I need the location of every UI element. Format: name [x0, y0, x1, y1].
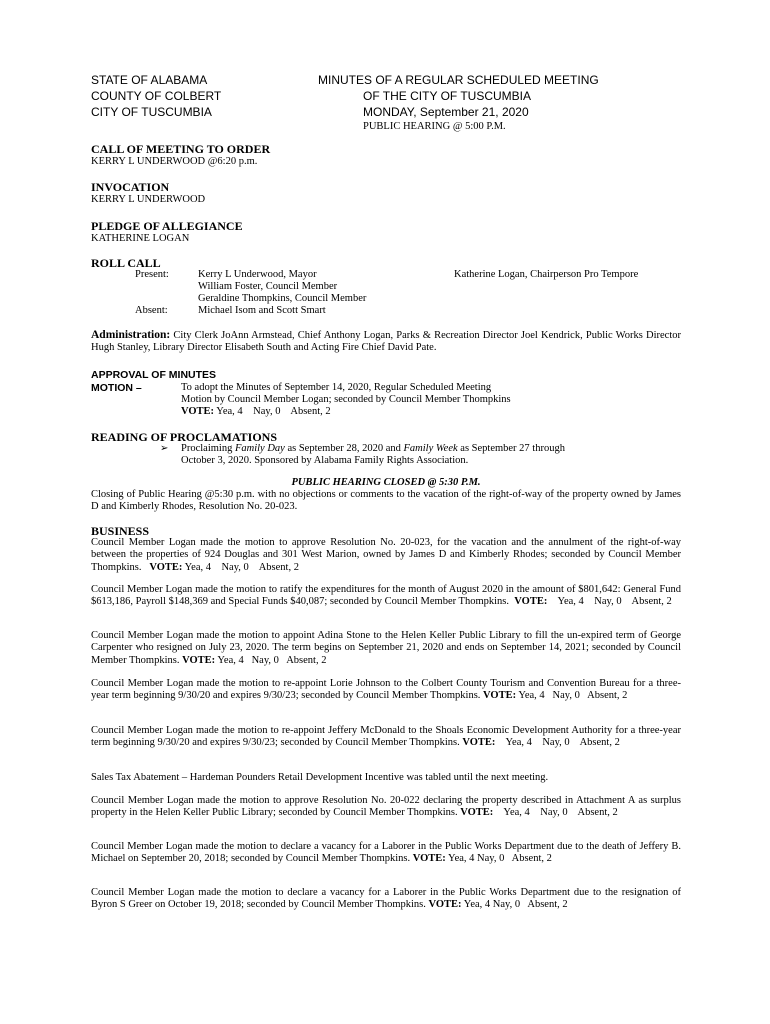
vote-label: VOTE: [181, 406, 215, 418]
hearing-closed-title: PUBLIC HEARING CLOSED @ 5:30 P.M. [291, 477, 481, 488]
present-member: William Foster, Council Member [198, 281, 338, 293]
header-right-block [318, 72, 599, 134]
present-label: Present: [135, 269, 169, 280]
administration-section [91, 329, 681, 355]
vote-label: VOTE: [412, 853, 446, 865]
proclamation-line: October 3, 2020. Sponsored by Alabama Family Rights Association. [181, 455, 469, 467]
administration-label: Administration: [91, 329, 171, 341]
proclamations-heading: READING OF PROCLAMATIONS [91, 430, 278, 444]
vote-result: Yea, 4 Nay, 0 Absent, 2 [495, 737, 620, 749]
vote-result: Yea, 4 Nay, 0 Absent, 2 [516, 690, 628, 702]
roll-call-heading: ROLL CALL [91, 256, 161, 270]
pledge-text: KATHERINE LOGAN [91, 233, 190, 244]
business-heading: BUSINESS [91, 524, 150, 538]
minutes-title: MINUTES OF A REGULAR SCHEDULED MEETING [318, 73, 599, 87]
vote-result: Yea, 4 Nay, 0 Absent, 2 [182, 561, 299, 573]
invocation-text: KERRY L UNDERWOOD [91, 194, 206, 205]
vote-result: Yea, 4 Nay, 0 Absent, 2 [493, 807, 618, 819]
absent-members: Michael Isom and Scott Smart [198, 305, 326, 316]
call-to-order-section [91, 142, 681, 168]
call-to-order-text: KERRY L UNDERWOOD @6:20 p.m. [91, 156, 258, 167]
minutes-motion-line: Motion by Council Member Logan; seconded by Council Member Thompkins [181, 394, 511, 406]
roll-call-section [91, 256, 681, 270]
vote-label: VOTE: [460, 807, 494, 819]
proclamations-section [91, 430, 681, 444]
present-member: Geraldine Thompkins, Council Member [198, 293, 367, 305]
motion-label: MOTION – [91, 382, 142, 394]
pledge-heading: PLEDGE OF ALLEGIANCE [91, 219, 243, 233]
proclamation-family-week: Family Week [403, 443, 458, 454]
hearing-closed-text: Closing of Public Hearing @5:30 p.m. with no objections or comments to the vacation of the right-of-way of the property owned by James D and Kimberly Rhodes, Resolution No. 20-023. [91, 489, 681, 513]
administration-text: City Clerk JoAnn Armstead, Chief Anthony Logan, Parks & Recreation Director Joel Kendrick, Public Works Director Hugh Stanley, Library Director Elisabeth South and Acting Fire Chief David Pate. [91, 330, 681, 354]
call-to-order-heading: CALL OF MEETING TO ORDER [91, 142, 271, 156]
header-left-block [91, 72, 221, 120]
business-item-text: Sales Tax Abatement – Hardeman Pounders Retail Development Incentive was tabled until the next meeting. [91, 772, 549, 783]
approval-minutes-heading: APPROVAL OF MINUTES [91, 369, 217, 381]
business-item [91, 772, 681, 784]
business-item-text: Council Member Logan made the motion to re-appoint Jeffery McDonald to the Shoals Economic Development Authority for a three-year term beginning 9/30/20 and expires 9/30/23; seconded by Council Member Thompkins. [91, 725, 681, 749]
business-item [91, 725, 681, 750]
proclamation-text [181, 443, 565, 467]
vote-result: Yea, 4 Nay, 0 Absent, 2 [445, 853, 552, 865]
county-line: COUNTY OF COLBERT [91, 89, 222, 103]
vote-result: Yea, 4 Nay, 0 Absent, 2 [215, 654, 327, 666]
business-item [91, 678, 681, 703]
business-item-text: Council Member Logan made the motion to declare a vacancy for a Laborer in the Public Works Department due to the death of Jeffery B. Michael on September 20, 2018; seconded by Council Member Thompkins. [91, 841, 681, 865]
business-item-text: Council Member Logan made the motion to approve Resolution No. 20-022 declaring the property described in Attachment A as surplus property in the Helen Keller Public Library; seconded by Council Member Thompkins. [91, 795, 681, 819]
business-section [91, 524, 681, 538]
proclamation-part: Proclaiming [181, 443, 235, 454]
vote-label: VOTE: [428, 899, 462, 911]
business-item [91, 841, 681, 866]
vote-label: VOTE: [514, 596, 548, 608]
proclamation-part: as September 27 through [457, 443, 565, 454]
present-list [198, 269, 366, 306]
business-item-text: Council Member Logan made the motion to approve Resolution No. 20-023, for the vacation and the annulment of the right-of-way between the properties of 924 Douglas and 301 West Marion, owned by James D and Kimberly Rhodes; seconded by Council Member Thompkins. [91, 537, 681, 573]
vote-result: Yea, 4 Nay, 0 Absent, 2 [461, 899, 568, 911]
invocation-heading: INVOCATION [91, 180, 170, 194]
business-item-text: Council Member Logan made the motion to declare a vacancy for a Laborer in the Public Works Department due to the resignation of Byron S Greer on October 19, 2018; seconded by Council Member Thompkins. [91, 887, 681, 911]
meeting-date: MONDAY, September 21, 2020 [363, 105, 529, 119]
pledge-section [91, 219, 681, 245]
vote-label: VOTE: [182, 654, 216, 666]
business-item [91, 630, 681, 667]
hearing-closed-section [91, 489, 681, 514]
vote-result: Yea, 4 Nay, 0 Absent, 2 [214, 406, 331, 418]
vote-label: VOTE: [483, 690, 517, 702]
business-item-text: Council Member Logan made the motion to ratify the expenditures for the month of August 2020 in the amount of $801,642: General Fund $613,186, Payroll $148,369 and Special Funds $40,087; seconded by Council Member Thompkins. [91, 584, 681, 608]
public-hearing-time: PUBLIC HEARING @ 5:00 P.M. [363, 121, 506, 132]
invocation-section [91, 180, 681, 206]
absent-label: Absent: [135, 305, 168, 316]
business-item [91, 887, 681, 912]
state-line: STATE OF ALABAMA [91, 73, 208, 87]
vote-result: Yea, 4 Nay, 0 Absent, 2 [547, 596, 672, 608]
business-item [91, 795, 681, 820]
minutes-motion-line: To adopt the Minutes of September 14, 2020, Regular Scheduled Meeting [181, 382, 492, 393]
bullet-arrow-icon: ➢ [160, 443, 169, 454]
vote-label: VOTE: [462, 737, 496, 749]
proclamation-part: as September 28, 2020 and [284, 443, 404, 454]
vote-label: VOTE: [149, 561, 183, 573]
proclamation-family-day: Family Day [234, 443, 285, 454]
minutes-motion-text [181, 382, 511, 419]
business-item-text: Council Member Logan made the motion to appoint Adina Stone to the Helen Keller Public Library to fill the un-expired term of George Carpenter who resigned on July 23, 2020. The term begins on September 21, 2020 and ends on September 14, 2021; seconded by Council Member Thompkins. [91, 630, 681, 666]
business-item-text: Council Member Logan made the motion to re-appoint Lorie Johnson to the Colbert County Tourism and Convention Bureau for a three-year term beginning 9/30/20 and expires 9/30/23; seconded by Council Member Thompkins. [91, 678, 681, 702]
minutes-subtitle: OF THE CITY OF TUSCUMBIA [363, 89, 532, 103]
present-member-right: Katherine Logan, Chairperson Pro Tempore [454, 269, 639, 280]
approval-minutes-section [91, 369, 681, 382]
business-item [91, 537, 681, 574]
business-item [91, 584, 681, 609]
city-line: CITY OF TUSCUMBIA [91, 105, 212, 119]
present-member: Kerry L Underwood, Mayor [198, 269, 317, 280]
